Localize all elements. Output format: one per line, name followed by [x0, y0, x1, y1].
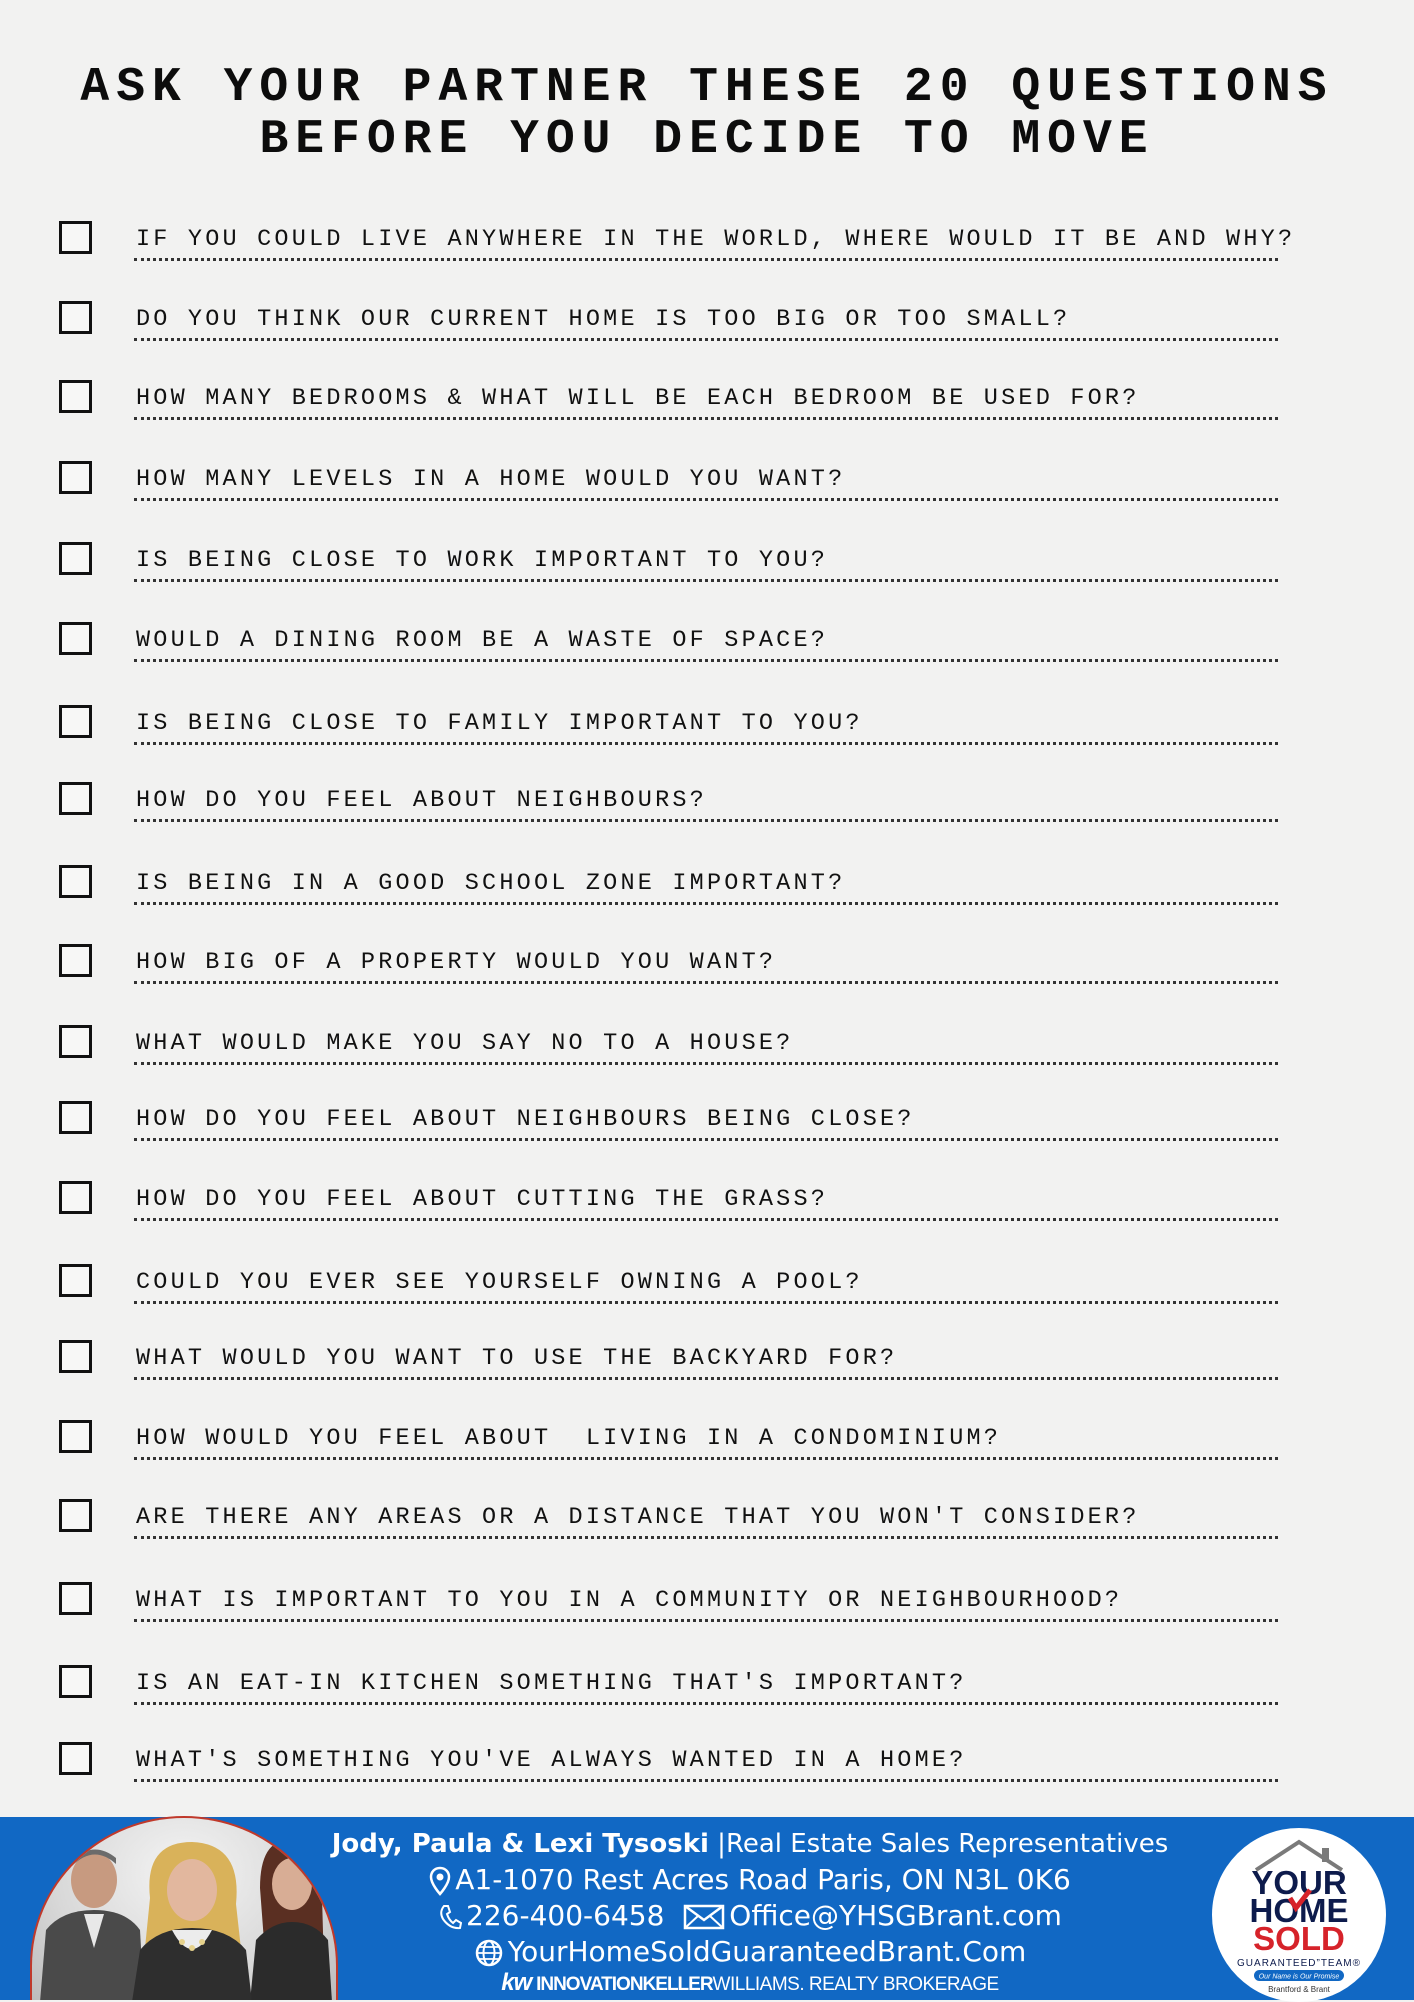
question-text: HOW DO YOU FEEL ABOUT CUTTING THE GRASS? [136, 1186, 829, 1213]
logo-tagline: Our Name is Our Promise [1258, 1973, 1340, 1981]
dotted-answer-line [134, 258, 1278, 261]
question-checkbox[interactable] [59, 1742, 92, 1775]
question-item [0, 935, 1414, 993]
website-link[interactable]: YourHomeSoldGuaranteedBrant.Com [507, 1935, 1027, 1968]
email-address[interactable]: Office@YHSGBrant.com [729, 1899, 1062, 1932]
dotted-answer-line [134, 1062, 1278, 1065]
question-checkbox[interactable] [59, 542, 92, 575]
dotted-answer-line [134, 819, 1278, 822]
question-item [0, 696, 1414, 754]
question-item [0, 371, 1414, 429]
dotted-answer-line [134, 1702, 1278, 1705]
question-text: IF YOU COULD LIVE ANYWHERE IN THE WORLD, WHERE WOULD IT BE AND WHY? [136, 226, 1296, 253]
question-item [0, 1172, 1414, 1230]
website-line [330, 1934, 1170, 1970]
question-checkbox[interactable] [59, 221, 92, 254]
question-text: COULD YOU EVER SEE YOURSELF OWNING A POOL? [136, 1269, 863, 1296]
phone-icon [438, 1903, 462, 1931]
dotted-answer-line [134, 981, 1278, 984]
question-text: HOW MANY LEVELS IN A HOME WOULD YOU WANT? [136, 466, 846, 493]
question-checkbox[interactable] [59, 622, 92, 655]
question-text: WHAT WOULD MAKE YOU SAY NO TO A HOUSE? [136, 1030, 794, 1057]
question-item [0, 212, 1414, 270]
question-checkbox[interactable] [59, 301, 92, 334]
dotted-answer-line [134, 417, 1278, 420]
globe-icon [474, 1938, 504, 1968]
question-checkbox[interactable] [59, 1499, 92, 1532]
dotted-answer-line [134, 1377, 1278, 1380]
question-checkbox[interactable] [59, 1582, 92, 1615]
question-text: IS BEING IN A GOOD SCHOOL ZONE IMPORTANT? [136, 870, 846, 897]
dotted-answer-line [134, 1138, 1278, 1141]
dotted-answer-line [134, 1457, 1278, 1460]
phone-number[interactable]: 226-400-6458 [466, 1899, 665, 1932]
question-text: HOW DO YOU FEEL ABOUT NEIGHBOURS? [136, 787, 707, 814]
question-item [0, 452, 1414, 510]
question-text: IS BEING CLOSE TO WORK IMPORTANT TO YOU? [136, 547, 829, 574]
question-item [0, 1490, 1414, 1548]
question-item [0, 1016, 1414, 1074]
question-checkbox[interactable] [59, 1665, 92, 1698]
question-checkbox[interactable] [59, 944, 92, 977]
question-text: HOW BIG OF A PROPERTY WOULD YOU WANT? [136, 949, 777, 976]
agents-line [330, 1826, 1170, 1862]
question-item [0, 773, 1414, 831]
question-checkbox[interactable] [59, 1420, 92, 1453]
address-line [330, 1862, 1170, 1898]
question-checkbox[interactable] [59, 1101, 92, 1134]
phone-email-line [330, 1898, 1170, 1934]
question-item [0, 856, 1414, 914]
dotted-answer-line [134, 1536, 1278, 1539]
question-text: HOW DO YOU FEEL ABOUT NEIGHBOURS BEING CLOSE? [136, 1106, 915, 1133]
kw-logo: kw [501, 1969, 532, 1996]
separator: | [717, 1829, 726, 1859]
question-text: WOULD A DINING ROOM BE A WASTE OF SPACE? [136, 627, 829, 654]
address: A1-1070 Rest Acres Road Paris, ON N3L 0K6 [455, 1863, 1071, 1896]
question-text: ARE THERE ANY AREAS OR A DISTANCE THAT YOU WON'T CONSIDER? [136, 1504, 1140, 1531]
dotted-answer-line [134, 1779, 1278, 1782]
logo-home: HOME [1249, 1892, 1349, 1929]
question-item [0, 1411, 1414, 1469]
agent-names: Jody, Paula & Lexi Tysoski [331, 1829, 709, 1859]
question-item [0, 533, 1414, 591]
contact-block [330, 1826, 1170, 1998]
dotted-answer-line [134, 902, 1278, 905]
dotted-answer-line [134, 1301, 1278, 1304]
dotted-answer-line [134, 1619, 1278, 1622]
question-checkbox[interactable] [59, 1264, 92, 1297]
question-item [0, 1656, 1414, 1714]
dotted-answer-line [134, 579, 1278, 582]
question-checkbox[interactable] [59, 461, 92, 494]
envelope-icon [683, 1903, 725, 1931]
logo-guaranteed: GUARANTEED”TEAM® [1237, 1958, 1361, 1969]
question-item [0, 613, 1414, 671]
question-item [0, 1733, 1414, 1791]
logo-sold: SOLD [1253, 1920, 1345, 1957]
question-text: IS AN EAT-IN KITCHEN SOMETHING THAT'S IMPORTANT? [136, 1670, 967, 1697]
logo-region: Brantford & Brant [1268, 1985, 1330, 1994]
logo-mark [1212, 1828, 1386, 2002]
question-checkbox[interactable] [59, 705, 92, 738]
question-item [0, 1331, 1414, 1389]
question-text: HOW WOULD YOU FEEL ABOUT LIVING IN A CONDOMINIUM? [136, 1425, 1002, 1452]
dotted-answer-line [134, 338, 1278, 341]
question-checkbox[interactable] [59, 1181, 92, 1214]
question-checkbox[interactable] [59, 380, 92, 413]
question-text: WHAT'S SOMETHING YOU'VE ALWAYS WANTED IN A HOME? [136, 1747, 967, 1774]
brokerage-keller: KELLER [642, 1974, 713, 1995]
your-home-sold-logo [1212, 1828, 1386, 2002]
logo-your: YOUR [1251, 1864, 1347, 1901]
question-checkbox[interactable] [59, 1340, 92, 1373]
brokerage-innovation: INNOVATION [536, 1974, 643, 1995]
question-item [0, 1573, 1414, 1631]
question-checkbox[interactable] [59, 865, 92, 898]
title-line-1: ASK YOUR PARTNER THESE 20 QUESTIONS [80, 61, 1334, 115]
brokerage-williams: WILLIAMS. REALTY BROKERAGE [712, 1974, 999, 1995]
dotted-answer-line [134, 498, 1278, 501]
dotted-answer-line [134, 742, 1278, 745]
question-item [0, 1255, 1414, 1313]
question-checkbox[interactable] [59, 782, 92, 815]
question-text: WHAT WOULD YOU WANT TO USE THE BACKYARD FOR? [136, 1345, 898, 1372]
question-text: IS BEING CLOSE TO FAMILY IMPORTANT TO YOU? [136, 710, 863, 737]
question-text: HOW MANY BEDROOMS & WHAT WILL BE EACH BEDROOM BE USED FOR? [136, 385, 1140, 412]
question-checkbox[interactable] [59, 1025, 92, 1058]
title-line-2: BEFORE YOU DECIDE TO MOVE [259, 113, 1155, 167]
dotted-answer-line [134, 1218, 1278, 1221]
question-item [0, 292, 1414, 350]
brokerage-line [330, 1970, 1170, 1998]
question-text: DO YOU THINK OUR CURRENT HOME IS TOO BIG OR TOO SMALL? [136, 306, 1071, 333]
question-text: WHAT IS IMPORTANT TO YOU IN A COMMUNITY OR NEIGHBOURHOOD? [136, 1587, 1123, 1614]
dotted-answer-line [134, 659, 1278, 662]
map-pin-icon [429, 1866, 451, 1896]
agent-role: Real Estate Sales Representatives [725, 1829, 1169, 1859]
question-item [0, 1092, 1414, 1150]
